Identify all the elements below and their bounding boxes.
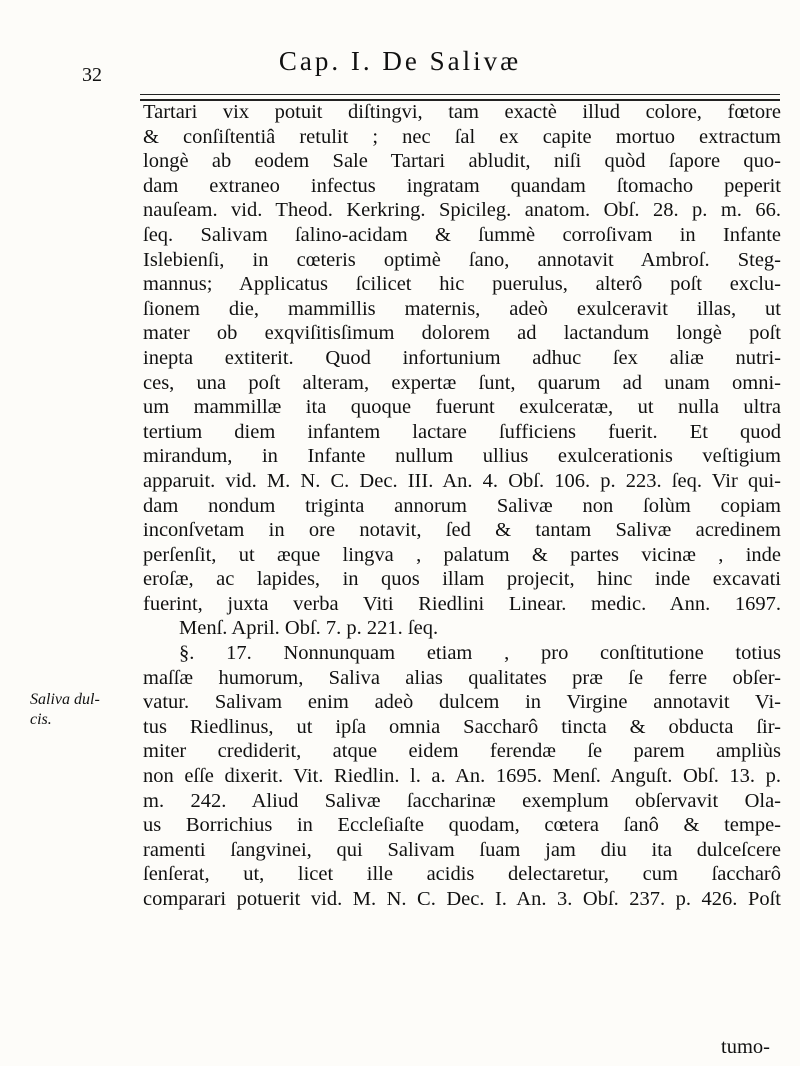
margin-note-line: cis. <box>30 711 52 728</box>
text-line: dam nondum triginta annorum Salivæ non ſolùm copiam <box>143 494 781 517</box>
page-number: 32 <box>82 64 102 86</box>
text-line: apparuit. vid. M. N. C. Dec. III. An. 4. Obſ. 106. p. 223. ſeq. Vir qui- <box>143 469 781 492</box>
text-line: Menſ. April. Obſ. 7. p. 221. ſeq. <box>179 617 439 640</box>
text-line: ſionem die, mammillis maternis, adeò exulceravit illas, ut <box>143 297 781 320</box>
text-line: ces, una poſt alteram, expertæ ſunt, quarum ad unam omni- <box>143 371 781 394</box>
text-line: & conſiſtentiâ retulit ; nec ſal ex capite mortuo extractum <box>143 125 781 148</box>
text-line: eroſæ, ac lapides, in quos illam projecit, hinc inde excavati <box>143 568 781 591</box>
text-line: ramenti ſangvinei, qui Salivam ſuam jam diu ita dulceſcere <box>143 838 781 861</box>
text-line: tertium diem infantem lactare ſufficiens fuerit. Et quod <box>143 420 781 443</box>
text-line: fuerint, juxta verba Viti Riedlini Linear. medic. Ann. 1697. <box>143 592 781 615</box>
text-line: ſeq. Salivam ſalino-acidam & ſummè corroſivam in Infante <box>143 223 781 246</box>
text-line: non eſſe dixerit. Vit. Riedlin. l. a. An. 1695. Menſ. Anguſt. Obſ. 13. p. <box>143 765 781 788</box>
text-line: ſenſerat, ut, licet ille acidis delectaretur, cum ſaccharô <box>143 863 781 886</box>
text-line: dam extraneo infectus ingratam quandam ſtomacho peperit <box>143 174 781 197</box>
text-line: mannus; Applicatus ſcilicet hic puerulus, alterô poſt exclu- <box>143 273 781 296</box>
text-line: us Borrichius in Eccleſiaſte quodam, cœtera ſanô & tempe- <box>143 814 781 837</box>
text-line: mater ob exqviſitisſimum dolorem ad lactandum longè poſt <box>143 322 781 345</box>
text-line: inepta extiterit. Quod infortunium adhuc ſex aliæ nutri- <box>143 346 781 369</box>
text-line: Islebienſi, in cœteris optimè ſano, annotavit Ambroſ. Steg- <box>143 248 781 271</box>
text-line: §. 17. Nonnunquam etiam , pro conſtitutione totius <box>179 642 781 665</box>
text-line: tus Riedlinus, ut ipſa omnia Saccharô tincta & obducta ſir- <box>143 715 781 738</box>
text-line: m. 242. Aliud Salivæ ſaccharinæ exemplum obſervavit Ola- <box>143 789 781 812</box>
text-line: inconſvetam in ore notavit, ſed & tantam Salivæ acredinem <box>143 519 781 542</box>
catchword: tumo- <box>721 1036 770 1058</box>
text-line: miter crediderit, atque eidem ferendæ ſe parem ampliùs <box>143 740 781 763</box>
text-line: mirandum, in Infante nullum ullius exulcerationis veſtigium <box>143 445 781 468</box>
running-head: Cap. I. De Salivæ <box>278 46 522 76</box>
text-line: vatur. Salivam enim adeò dulcem in Virgine annotavit Vi- <box>143 691 781 714</box>
text-line: Tartari vix potuit diſtingvi, tam exactè illud colore, fœtore <box>143 101 781 123</box>
text-line: nauſeam. vid. Theod. Kerkring. Spicileg. anatom. Obſ. 28. p. m. 66. <box>143 199 781 222</box>
text-line: longè ab eodem Sale Tartari abludit, niſi quòd ſapore quo- <box>143 150 781 173</box>
text-line: um mammillæ ita quoque fuerunt exulceratæ, ut nulla ultra <box>143 396 781 419</box>
text-line: maſſæ humorum, Saliva alias qualitates præ ſe ferre obſer- <box>143 666 781 689</box>
text-line: comparari potuerit vid. M. N. C. Dec. I. An. 3. Obſ. 237. p. 426. Poſt <box>143 888 781 910</box>
text-line: perſenſit, ut æque lingva , palatum & partes vicinæ , inde <box>143 543 781 566</box>
body-text <box>143 100 781 912</box>
margin-note-line: Saliva dul- <box>30 691 100 708</box>
margin-note <box>30 690 100 730</box>
